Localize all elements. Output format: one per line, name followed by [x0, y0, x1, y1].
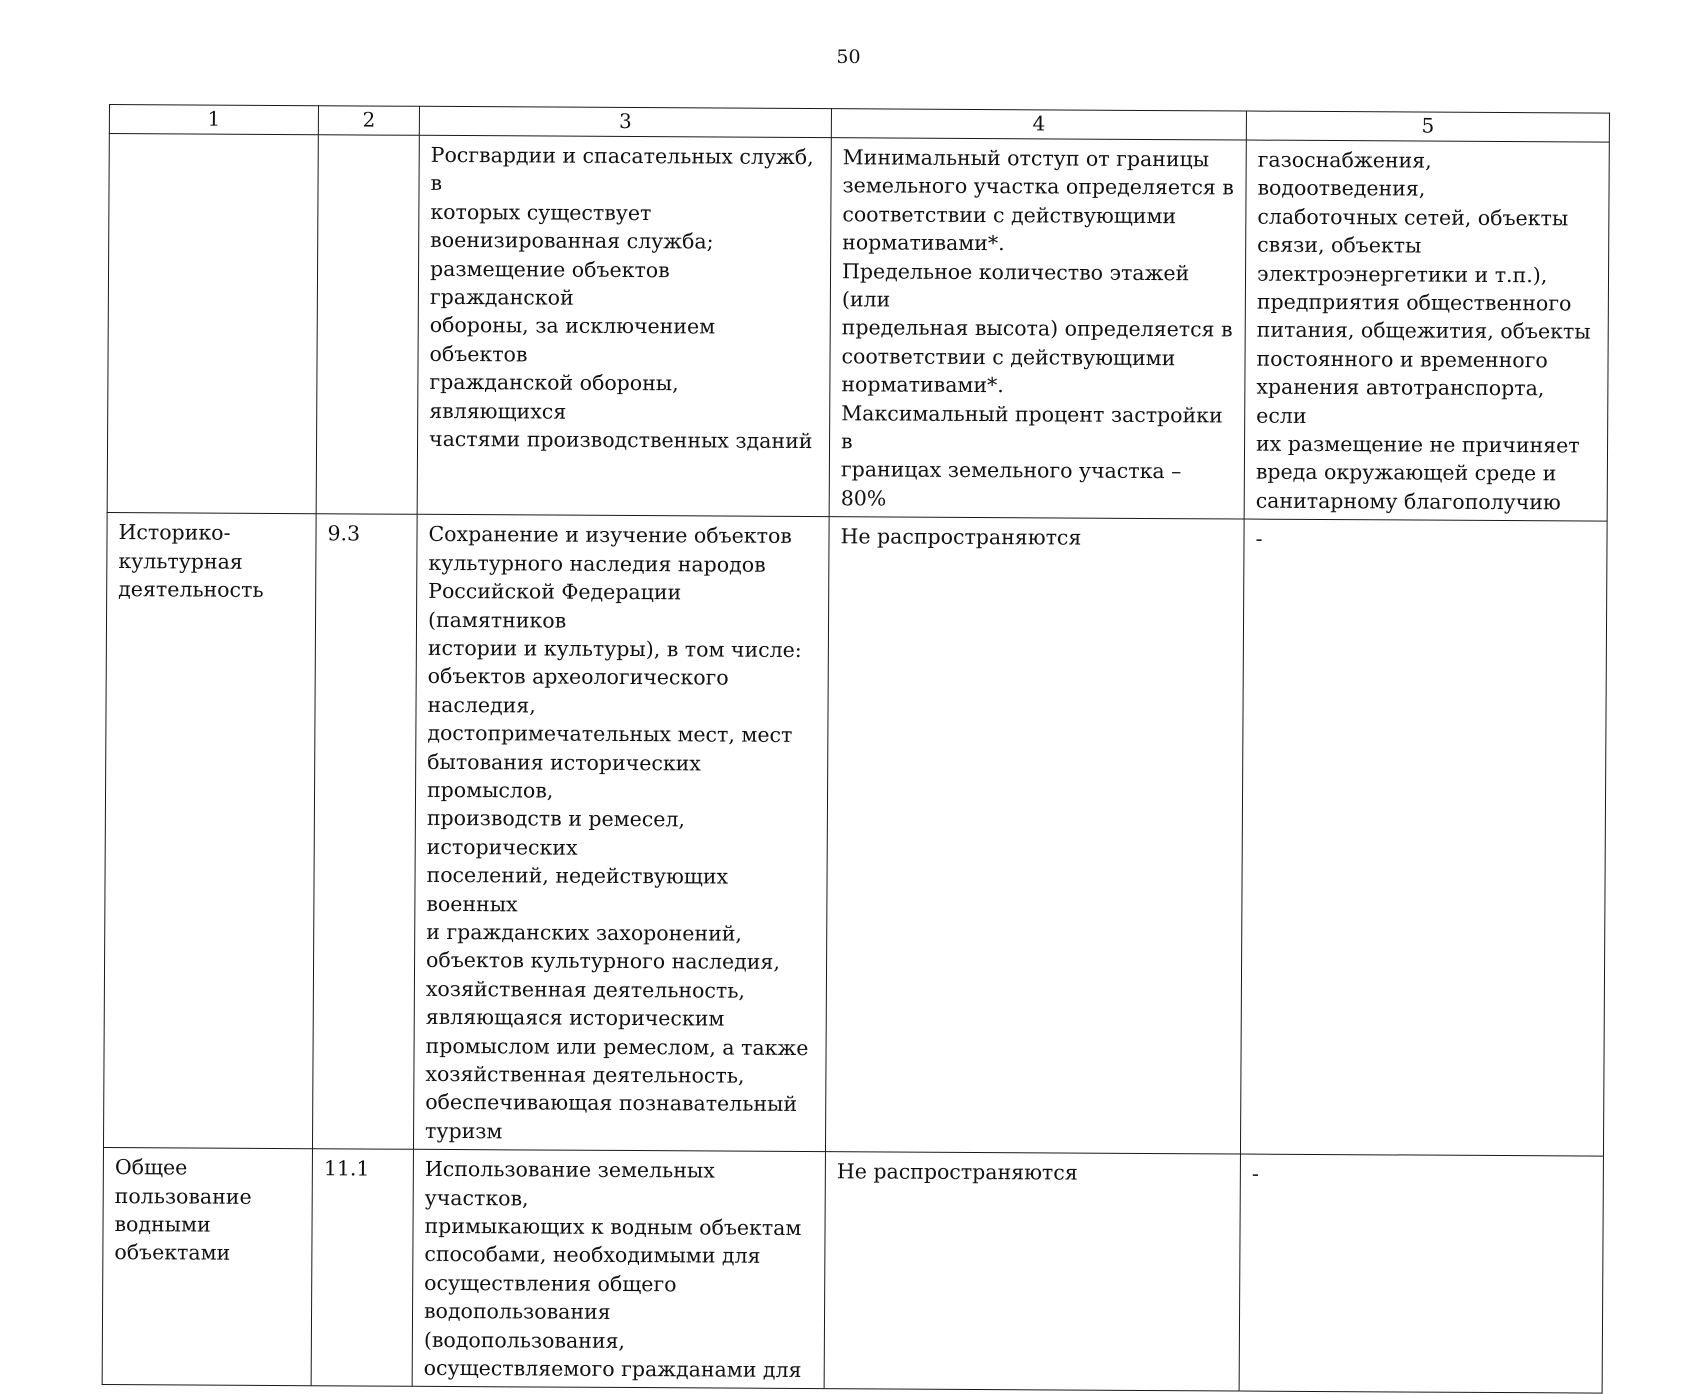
cell-text	[121, 139, 307, 140]
column-header-5: 5	[1246, 111, 1609, 142]
page-number: 50	[0, 46, 1697, 68]
cell-text: Росгвардии и спасательных служб, в которых существует военизированная служба; размещение объектов гражданской обороны, за исключением объектов гражданской обороны, являющихся частями производственных зданий	[429, 141, 820, 456]
cell-text: Не распространяются	[837, 1157, 1229, 1188]
cell-parameters	[824, 1152, 1240, 1392]
cell-text: Не распространяются	[840, 523, 1232, 554]
table-row	[102, 1148, 1603, 1394]
zoning-table	[102, 104, 1610, 1394]
cell-text: 9.3	[327, 520, 405, 549]
cell-land-use-code	[316, 135, 419, 515]
column-header-4: 4	[831, 109, 1246, 140]
table-row	[107, 134, 1609, 522]
cell-text: Использование земельных участков, примыкающих к водным объектам способами, необходимыми для осуществления общего водопользования (водопользования, осуществляемого гражданами для	[424, 1155, 814, 1384]
cell-parameters	[825, 517, 1244, 1154]
column-header-1: 1	[109, 105, 318, 135]
zoning-table-container	[102, 104, 1609, 1394]
cell-land-use-name	[102, 1148, 312, 1386]
cell-text: Минимальный отступ от границы земельного участка определяется в соответствии с действующими нормативами*. Предельное количество этажей (или предельная высота) определяется в соответствии с действующими нормативами*. Максимальный процент застройки в границах земельного участка – 80%	[841, 143, 1235, 515]
cell-land-use-code	[312, 514, 417, 1150]
table-row	[103, 513, 1607, 1157]
cell-text: -	[1252, 1160, 1592, 1190]
cell-text: Историко- культурная деятельность	[118, 518, 304, 604]
cell-description	[412, 1149, 825, 1389]
column-header-2: 2	[318, 106, 419, 136]
cell-land-use-name	[103, 513, 316, 1149]
cell-text: Общее пользование водными объектами	[114, 1153, 301, 1268]
cell-restrictions	[1239, 1154, 1603, 1393]
cell-text: -	[1255, 525, 1595, 555]
cell-parameters	[829, 138, 1246, 520]
cell-description	[417, 135, 831, 517]
cell-text: 11.1	[324, 1154, 402, 1183]
cell-land-use-code	[311, 1149, 413, 1387]
cell-text: Сохранение и изучение объектов культурного наследия народов Российской Федерации (памятников истории и культуры), в том числе: объектов археологического наследия, достопримечательных мест, мест бытования исторических промыслов, производств и ремесел, исторических поселений, недействующих военных и гражданских захоронений, объектов культурного наследия, хозяйственная деятельность, являющаяся историческим промыслом или ремеслом, а также хозяйственная деятельность, обеспечивающая познавательный туризм	[425, 520, 818, 1147]
cell-restrictions	[1240, 519, 1607, 1156]
cell-restrictions	[1244, 140, 1609, 521]
column-header-3: 3	[419, 106, 831, 137]
cell-description	[413, 515, 829, 1152]
cell-land-use-name	[107, 134, 318, 514]
cell-text: газоснабжения, водоотведения, слаботочных сетей, объекты связи, объекты электроэнергетики и т.п.), предприятия общественного питания, общежития, объекты постоянного и временного хранения автотранспорта, если их размещение не причиняет вреда окружающей среде и санитарному благополучию	[1256, 146, 1598, 517]
